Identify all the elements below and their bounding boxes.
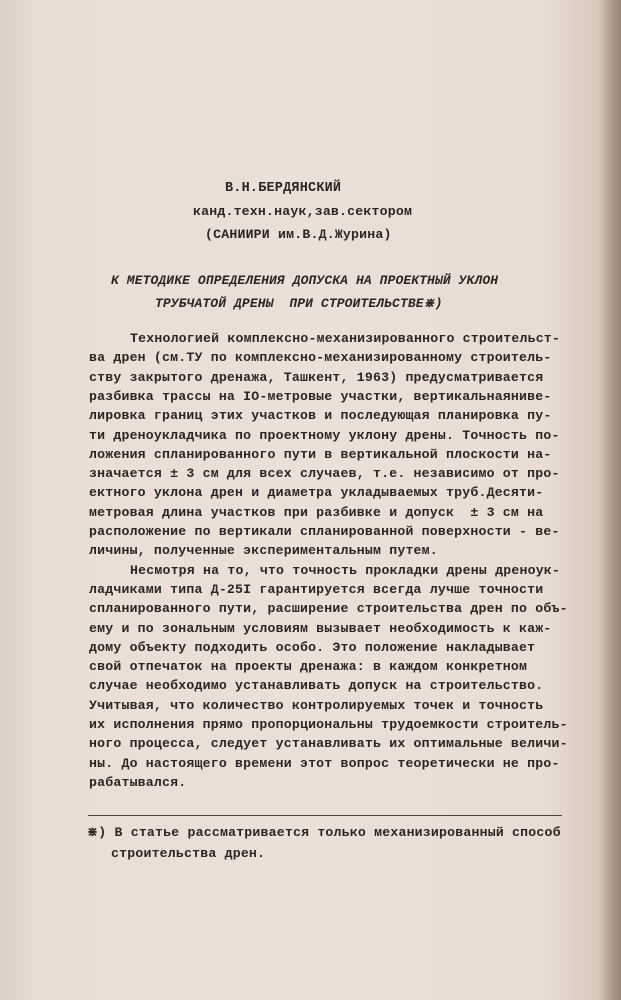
body-line: ектного уклона дрен и диаметра укладываемых труб.Десяти- — [89, 485, 544, 500]
author-affiliation: (САНИИРИ им.В.Д.Журина) — [205, 227, 392, 242]
body-line: личины, полученные экспериментальным путем. — [89, 543, 438, 558]
body-line: разбивка трассы на IO-метровые участки, вертикальнаяниве- — [89, 389, 552, 404]
body-line: ны. До настоящего времени этот вопрос теоретически не про- — [89, 756, 560, 771]
body-line: их исполнения прямо пропорциональны трудоемкости строитель- — [89, 717, 568, 732]
author-name: В.Н.БЕРДЯНСКИЙ — [225, 181, 342, 196]
body-line: Технологией комплексно-механизированного строительст- — [130, 331, 561, 346]
title-line-1: К МЕТОДИКЕ ОПРЕДЕЛЕНИЯ ДОПУСКА НА ПРОЕКТНЫЙ УКЛОН — [111, 273, 499, 288]
author-position: канд.техн.наук,зав.сектором — [193, 204, 413, 219]
body-line: дому объекту подходить особо. Это положение накладывает — [89, 640, 536, 655]
body-line: Несмотря на то, что точность прокладки дрены дреноук- — [130, 563, 561, 578]
body-line: ложения спланированного пути в вертикальной плоскости на- — [89, 447, 552, 462]
body-line: ладчиками типа Д-25I гарантируется всегда лучше точности — [89, 582, 544, 597]
body-line: спланированного пути, расширение строительства дрен по объ- — [89, 601, 568, 616]
footnote-line-2: строительства дрен. — [111, 846, 266, 861]
body-line: расположение по вертикали спланированной поверхности - ве- — [89, 524, 560, 539]
body-line: значается ± 3 см для всех случаев, т.е. независимо от про- — [89, 466, 560, 481]
body-line: Учитывая, что количество контролируемых точек и точность — [89, 698, 544, 713]
title-line-2: ТРУБЧАТОЙ ДРЕНЫ ПРИ СТРОИТЕЛЬСТВЕ⋇) — [155, 296, 443, 311]
body-line: ему и по зональным условиям вызывает необходимость к каж- — [89, 621, 552, 636]
footnote-line-1: ⋇) В статье рассматривается только механизированный способ — [87, 825, 561, 840]
page-edge-shadow — [599, 0, 621, 1000]
body-line: ва дрен (см.ТУ по комплексно-механизированному строитель- — [89, 350, 552, 365]
body-line: свой отпечаток на проекты дренажа: в каждом конкретном — [89, 659, 528, 674]
body-line: случае необходимо устанавливать допуск на строительство. — [89, 678, 544, 693]
footnote-separator — [88, 815, 562, 816]
body-line: ного процесса, следует устанавливать их оптимальные величи- — [89, 736, 568, 751]
body-line: рабатывался. — [89, 775, 187, 790]
body-line: ти дреноукладчика по проектному уклону дрены. Точность по- — [89, 428, 560, 443]
body-line: ству закрытого дренажа, Ташкент, 1963) предусматривается — [89, 370, 544, 385]
body-line: лировка границ этих участков и последующая планировка пу- — [89, 408, 552, 423]
body-line: метровая длина участков при разбивке и допуск ± 3 см на — [89, 505, 544, 520]
